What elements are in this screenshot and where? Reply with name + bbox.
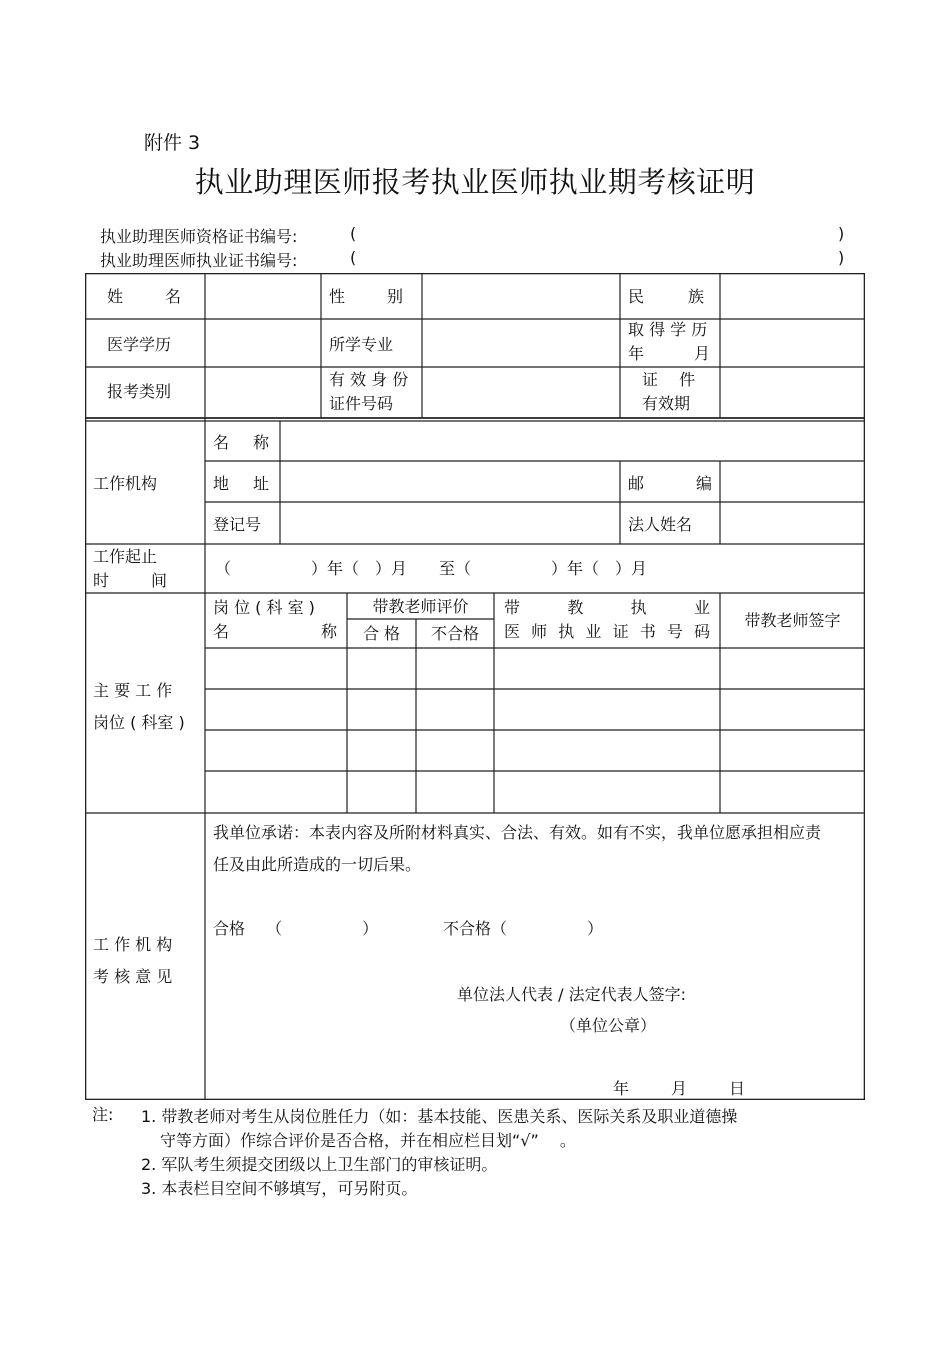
id-validity-label-line2: 有效期 <box>642 394 691 413</box>
post-row[interactable] <box>205 730 865 771</box>
practice-cert-paren-close: ) <box>838 248 845 267</box>
work-org-label: 工作机构 <box>93 474 158 493</box>
work-period-label-line2: 时 间 <box>93 571 167 590</box>
exam-category-field[interactable] <box>205 367 321 418</box>
teacher-cert-label-line1: 带 教 执 业 <box>504 598 710 617</box>
document-title: 执业助理医师报考执业医师执业期考核证明 <box>194 165 756 199</box>
registration-no-label: 登记号 <box>213 515 262 534</box>
ethnicity-label: 民 族 <box>628 287 704 306</box>
postcode-field[interactable] <box>720 461 865 502</box>
main-post-label-line2: 岗位 ( 科室 ) <box>93 713 185 732</box>
opinion-label-line2: 考 核 意 见 <box>93 967 173 986</box>
note-2: 2. 军队考生须提交团级以上卫生部门的审核证明。 <box>141 1155 498 1174</box>
post-row[interactable] <box>205 771 865 813</box>
postcode-label: 邮 编 <box>628 474 712 493</box>
post-name-label-line2: 名 称 <box>213 622 337 641</box>
gender-field[interactable] <box>422 273 620 319</box>
qualification-cert-paren-open: ( <box>350 224 357 243</box>
org-address-label: 地 址 <box>213 474 269 493</box>
teacher-evaluation-label: 带教老师评价 <box>372 597 469 616</box>
qualification-cert-paren-close: ) <box>838 224 845 243</box>
teacher-signature-label: 带教老师签字 <box>744 611 841 630</box>
legal-person-field[interactable] <box>720 502 865 544</box>
legal-person-label: 法人姓名 <box>628 515 693 534</box>
degree-time-label-line2: 年 月 <box>628 344 710 363</box>
education-label: 医学学历 <box>107 335 172 354</box>
name-field[interactable] <box>205 273 321 319</box>
qualification-cert-label: 执业助理医师资格证书编号: <box>100 227 298 246</box>
practice-cert-label: 执业助理医师执业证书编号: <box>100 251 298 270</box>
unit-seal-label: （单位公章） <box>560 1016 657 1035</box>
registration-no-field[interactable] <box>280 502 620 544</box>
major-label: 所学专业 <box>329 335 394 354</box>
attachment-label: 附件 3 <box>144 132 201 154</box>
post-row[interactable] <box>205 648 865 689</box>
degree-time-field[interactable] <box>720 319 865 367</box>
teacher-cert-label-line2: 医 师 执 业 证 书 号 码 <box>504 622 710 641</box>
name-label: 姓 名 <box>107 287 181 306</box>
post-name-label-line1: 岗 位 ( 科 室 ) <box>213 598 315 617</box>
qualified-choice[interactable]: 合格 （ ） <box>213 919 379 938</box>
id-number-label-line2: 证件号码 <box>329 394 394 413</box>
education-field[interactable] <box>205 319 321 367</box>
qualified-column-label: 合 格 <box>362 624 401 643</box>
legal-rep-signature-label: 单位法人代表 / 法定代表人签字: <box>457 985 686 1004</box>
org-name-label: 名 称 <box>213 433 269 452</box>
practice-cert-paren-open: ( <box>350 248 357 267</box>
org-address-field[interactable] <box>280 461 620 502</box>
id-validity-field[interactable] <box>720 367 865 418</box>
sign-date: 年 月 日 <box>613 1079 745 1098</box>
commitment-text: 我单位承诺：本表内容及所附材料真实、合法、有效。如有不实，我单位愿承担相应责任及由此所造成的一切后果。 <box>213 823 822 874</box>
org-name-field[interactable] <box>280 421 865 461</box>
note-1-line1: 1. 带教老师对考生从岗位胜任力（如：基本技能、医患关系、医际关系及职业道德操 <box>141 1107 738 1126</box>
main-post-label-line1: 主 要 工 作 <box>93 681 173 700</box>
degree-time-label-line1: 取 得 学 历 <box>628 320 708 339</box>
opinion-label-line1: 工 作 机 构 <box>93 935 173 954</box>
id-number-label-line1: 有 效 身 份 <box>329 370 409 389</box>
note-1-line2: 守等方面）作综合评价是否合格，并在相应栏目划“√” 。 <box>160 1131 576 1150</box>
unqualified-choice[interactable]: 不合格（ ） <box>443 919 604 938</box>
id-number-field[interactable] <box>422 367 620 418</box>
gender-label: 性 别 <box>329 287 403 306</box>
id-validity-label-line1: 证 件 <box>642 370 696 389</box>
note-3: 3. 本表栏目空间不够填写，可另附页。 <box>141 1179 418 1198</box>
work-period-label-line1: 工作起止 <box>93 547 158 566</box>
work-period-value[interactable]: （ ）年（ ）月 至（ ）年（ ）月 <box>215 559 648 578</box>
notes-label: 注: <box>92 1105 114 1124</box>
major-field[interactable] <box>422 319 620 367</box>
ethnicity-field[interactable] <box>720 273 865 319</box>
certificate-form <box>85 273 865 1100</box>
post-row[interactable] <box>205 689 865 730</box>
unqualified-column-label: 不合格 <box>430 624 479 643</box>
exam-category-label: 报考类别 <box>107 382 172 401</box>
